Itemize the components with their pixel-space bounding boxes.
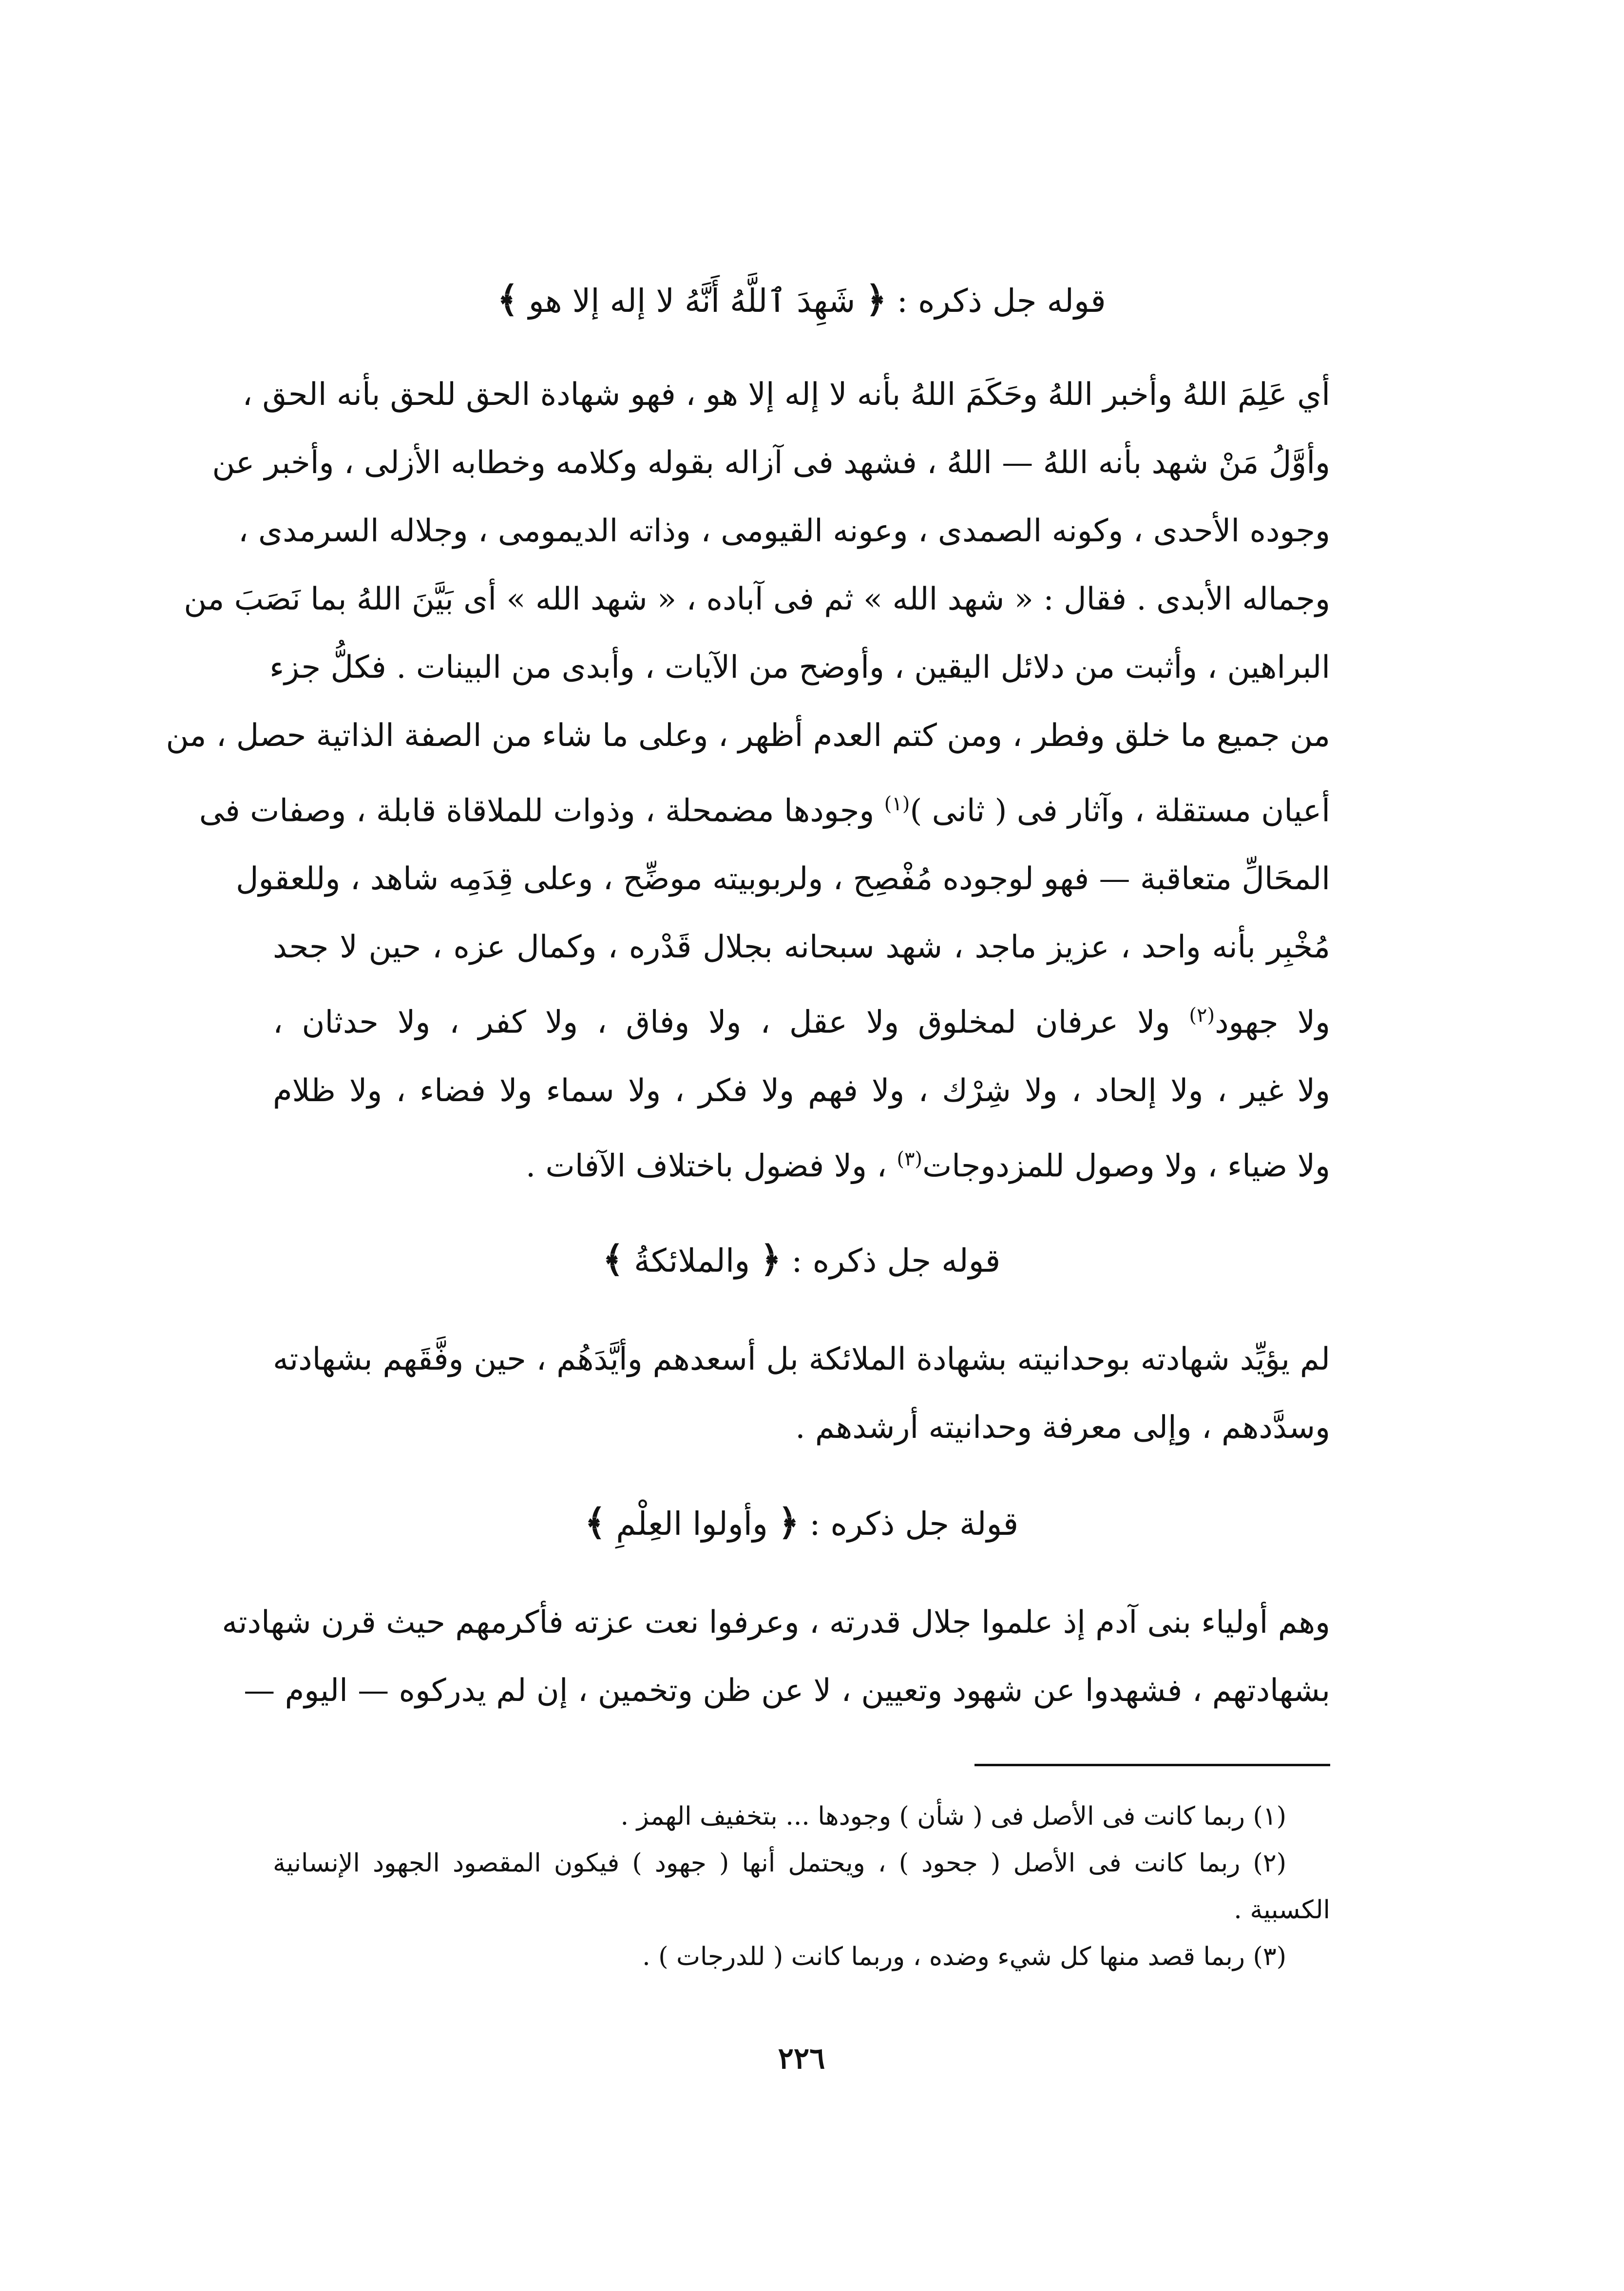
page-number: ٢٢٦ (778, 2042, 825, 2076)
text-segment: ولا جهود (1215, 1004, 1331, 1041)
ornate-bracket-close: ﴾ (584, 1502, 606, 1544)
text-line: البراهين ، وأثبت من دلائل اليقين ، وأوضح من الآيات ، وأبدى من البينات . فكلُّ جزء (269, 649, 1330, 686)
footnote-2-continued: الكسبية . (1234, 1895, 1330, 1925)
verse-text: وأولوا العِلْمِ (616, 1505, 768, 1543)
text-segment: وجودها مضمحلة ، وذوات للملاقاة قابلة ، وصفات فى (199, 793, 884, 829)
verse-heading-3 (273, 1501, 1330, 1546)
text-segment: ولا عرفان لمخلوق ولا عقل ، ولا وفاق ، ولا كفر ، ولا حدثان ، (273, 1004, 1189, 1041)
footnote-3: (٣) ربما قصد منها كل شيء وضده ، وربما كانت ( للدرجات ) . (642, 1942, 1286, 1971)
verse-heading-1 (273, 278, 1330, 323)
ornate-bracket-close: ﴾ (602, 1239, 624, 1280)
text-line: من جميع ما خلق وفطر ، ومن كتم العدم أظهر ، وعلى ما شاء من الصفة الذاتية حصل ، من (166, 718, 1330, 754)
commentary-paragraph-1 (166, 361, 1331, 1200)
commentary-paragraph-2 (273, 1325, 1330, 1462)
ornate-bracket-close: ﴾ (497, 279, 518, 321)
text-segment: ولا ضياء ، ولا وصول للمزدوجات (922, 1147, 1330, 1184)
ornate-bracket-open: ﴿ (865, 279, 887, 321)
text-line (199, 770, 1330, 845)
text-line (273, 1125, 1330, 1200)
text-segment: ، ولا فضول باختلاف الآفات . (525, 1147, 897, 1184)
text-line: وجماله الأبدى . فقال : « شهد الله » ثم فى آباده ، « شهد الله » أى بَيَّنَ اللهُ بما نَصَبَ من (184, 581, 1330, 617)
footnote-marker: (٣) (897, 1147, 923, 1170)
text-line: مُخْبِر بأنه واحد ، عزيز ماجد ، شهد سبحانه بجلال قَدْره ، وكمال عزه ، حين لا جحد (273, 929, 1330, 966)
footnote-2: (٢) ربما كانت فى الأصل ( جحود ) ، ويحتمل أنها ( جهود ) فيكون المقصود الجهود الإنسانية (273, 1849, 1286, 1878)
heading-prefix: قولة جل ذكره : (809, 1505, 1019, 1543)
text-line: وهم أولياء بنى آدم إذ علموا جلال قدرته ، وعرفوا نعت عزته فأكرمهم حيث قرن شهادته (222, 1604, 1330, 1641)
ornate-bracket-open: ﴿ (778, 1502, 800, 1544)
footnote-separator (974, 1764, 1330, 1766)
text-line: ولا غير ، ولا إلحاد ، ولا شِرْك ، ولا فهم ولا فكر ، ولا سماء ولا فضاء ، ولا ظلام (273, 1072, 1330, 1109)
text-line: لم يؤيِّد شهادته بوحدانيته بشهادة الملائكة بل أسعدهم وأيَّدَهُم ، حين وفَّقَهم بشهادته (273, 1341, 1330, 1377)
text-line: وسدَّدهم ، وإلى معرفة وحدانيته أرشدهم . (795, 1410, 1330, 1446)
footnote-marker: (١) (884, 793, 910, 815)
text-line: أي عَلِمَ اللهُ وأخبر اللهُ وحَكَمَ اللهُ بأنه لا إله إلا هو ، فهو شهادة الحق للحق بأنه الحق ، (242, 377, 1330, 413)
verse-text: شَهِدَ ٱللَّهُ أَنَّهُ لا إله إلا هو (528, 282, 856, 320)
footnotes (273, 1793, 1330, 1980)
text-line: بشهادتهم ، فشهدوا عن شهود وتعيين ، لا عن ظن وتخمين ، إن لم يدركوه — اليوم — (244, 1673, 1330, 1709)
heading-prefix: قوله جل ذكره : (897, 282, 1106, 320)
commentary-paragraph-3 (222, 1588, 1330, 1725)
text-line: وجوده الأحدى ، وكونه الصمدى ، وعونه القيومى ، وذاته الديمومى ، وجلاله السرمدى ، (238, 513, 1330, 549)
text-line: وأوَّلُ مَنْ شهد بأنه اللهُ — اللهُ ، فشهد فى آزاله بقوله وكلامه وخطابه الأزلى ، وأخبر عن (212, 445, 1330, 481)
ornate-bracket-open: ﴿ (760, 1239, 782, 1280)
text-segment: أعيان مستقلة ، وآثار فى ( ثانى ) (910, 793, 1330, 829)
verse-text: والملائكةُ (634, 1242, 750, 1279)
text-line (273, 981, 1330, 1056)
text-line: المحَالِّ متعاقبة — فهو لوجوده مُفْصِح ، ولربوبيته موضِّح ، وعلى قِدَمِه شاهد ، وللعقول (235, 861, 1330, 897)
verse-heading-2 (273, 1238, 1330, 1283)
document-page (166, 0, 1331, 2291)
heading-prefix: قوله جل ذكره : (791, 1242, 1001, 1279)
footnote-marker: (٢) (1189, 1004, 1215, 1027)
footnote-1: (١) ربما كانت فى الأصل فى ( شأن ) وجودها ... بتخفيف الهمز . (620, 1802, 1286, 1831)
